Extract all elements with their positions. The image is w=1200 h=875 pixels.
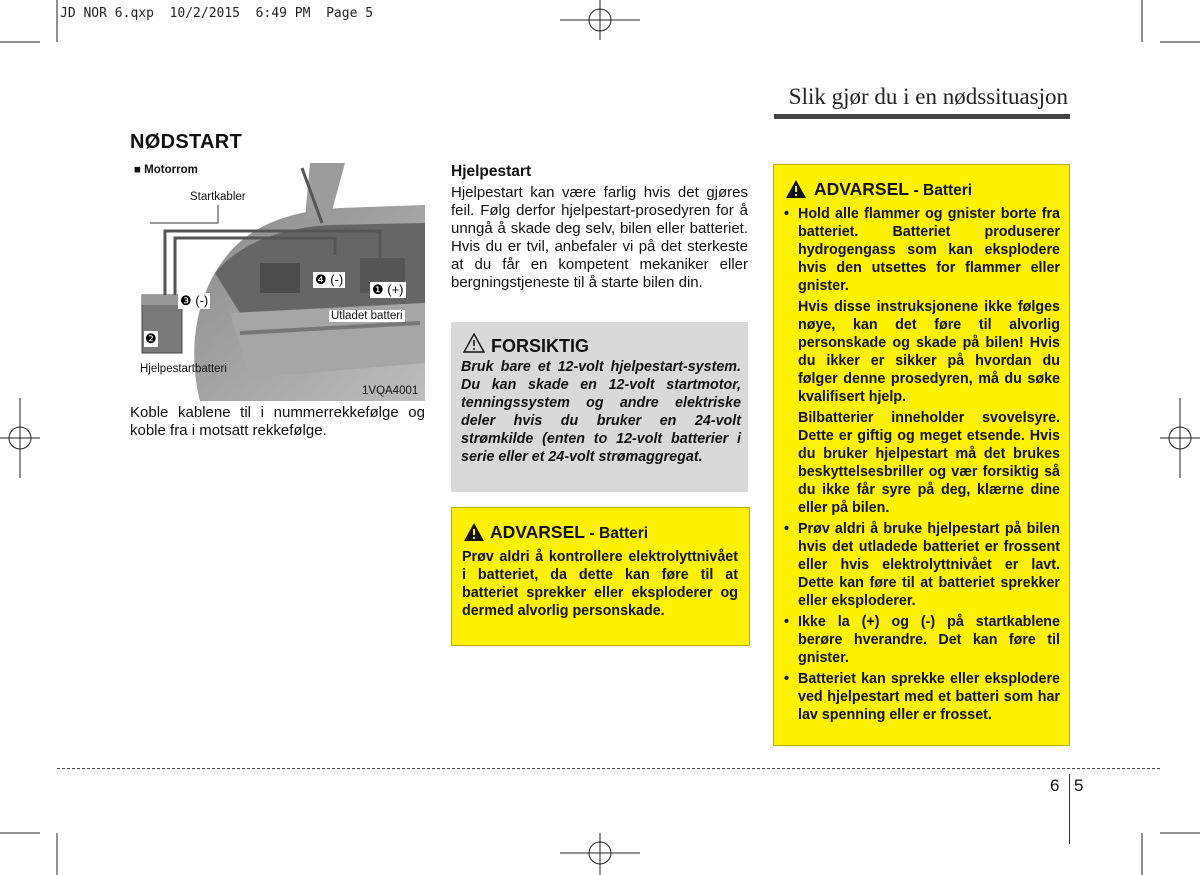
callout-2: ❷ xyxy=(145,331,157,346)
label-hjelpestartbatteri: Hjelpestartbatteri xyxy=(140,363,227,375)
section-title: NØDSTART xyxy=(130,131,243,153)
warning-triangle-icon xyxy=(464,523,484,541)
hjelpestart-heading: Hjelpestart xyxy=(451,163,532,180)
warning-triangle-icon xyxy=(786,180,806,198)
header-rule xyxy=(774,114,1070,119)
figure-note: Koble kablene til i nummerrekkefølge og koble fra i motsatt rekkefølge. xyxy=(130,404,425,439)
warning-paragraph: Hvis disse instruksjonene ikke følges nøye, kan det føre til alvorlig personskade og skade på bilen! Hvis du ikker er sikker på hvordan du følger denne prosedyren, må du søke kvalifisert hjelp. xyxy=(798,299,1060,405)
figure-caption: ■ Motorrom xyxy=(134,164,198,176)
label-startkabler: Startkabler xyxy=(190,191,246,203)
callout-4: ❹ (-) xyxy=(315,272,344,287)
caution-title: FORSIKTIG xyxy=(491,336,589,356)
warning-bullet: • Hold alle flammer og gnister borte fra batteriet. Batteriet produserer hydrogengass som kan eksplodere hvis den utsettes for flammer eller gnister. xyxy=(784,205,1060,295)
warning-big-title: ADVARSEL - Batteri xyxy=(814,179,973,199)
chapter-number: 6 xyxy=(1050,776,1060,795)
label-utladet-batteri: Utladet batteri xyxy=(331,310,403,322)
warning-small-title: ADVARSEL - Batteri xyxy=(490,522,649,542)
warning-bullet: • Ikke la (+) og (-) på startkablene berøre hverandre. Det kan føre til gnister. xyxy=(784,613,1060,667)
warning-bullet: • Prøv aldri å bruke hjelpestart på bilen hvis det utladede batteriet er frossent eller hvis elektrolyttnivået er lavt. Dette kan føre til at batteriet sprekker eller eksploderer. xyxy=(784,520,1060,610)
hjelpestart-text: Hjelpestart kan være farlig hvis det gjøres feil. Følg derfor hjelpestart-prosedyren for å unngå å skade deg selv, bilen eller batteriet. Hvis du er tvil, anbefaler vi på det sterkeste at du får en kompetent mekaniker eller bergningstjeneste til å starte bilen din. xyxy=(451,184,748,291)
chapter-title: Slik gjør du i en nødssituasjon xyxy=(788,84,1068,109)
warning-small-text: Prøv aldri å kontrollere elektrolyttnivået i batteriet, da dette kan føre til at batteriet sprekker eller eksploderer og dermed alvorlig personskade. xyxy=(462,549,738,619)
figure-code: 1VQA4001 xyxy=(362,385,419,397)
jump-start-figure xyxy=(130,163,425,401)
warning-box-electrolyte xyxy=(451,507,750,646)
caution-text: Bruk bare et 12-volt hjelpestart-system. Du kan skade en 12-volt startmotor, tenningssystem og andre elektriske deler hvis du bruker en 24-volt strømkilde (enten to 12-volt batterier i serie eller et 24-volt strømaggregat. xyxy=(461,359,741,465)
footer-rule xyxy=(57,768,1160,769)
caution-triangle-icon xyxy=(463,333,485,353)
warning-big-body xyxy=(784,205,1060,727)
warning-paragraph: Bilbatterier inneholder svovelsyre. Dette er giftig og meget etsende. Hvis du bruker hjelpestart må det brukes beskyttelsesbriller og vær forsiktig så du ikke får syre på deg, klærne dine eller på bilen. xyxy=(798,410,1060,516)
caution-box xyxy=(451,322,748,492)
warning-bullet: • Batteriet kan sprekke eller eksplodere ved hjelpestart med et batteri som har lav spenning eller er frosset. xyxy=(784,670,1060,724)
page-number: 5 xyxy=(1074,776,1084,795)
callout-1: ❶ (+) xyxy=(372,282,404,297)
warning-box-battery xyxy=(773,164,1070,746)
print-slug: JD NOR 6.qxp 10/2/2015 6:49 PM Page 5 xyxy=(60,6,374,21)
page-number-divider xyxy=(1069,774,1070,844)
callout-3: ❸ (-) xyxy=(180,293,209,308)
